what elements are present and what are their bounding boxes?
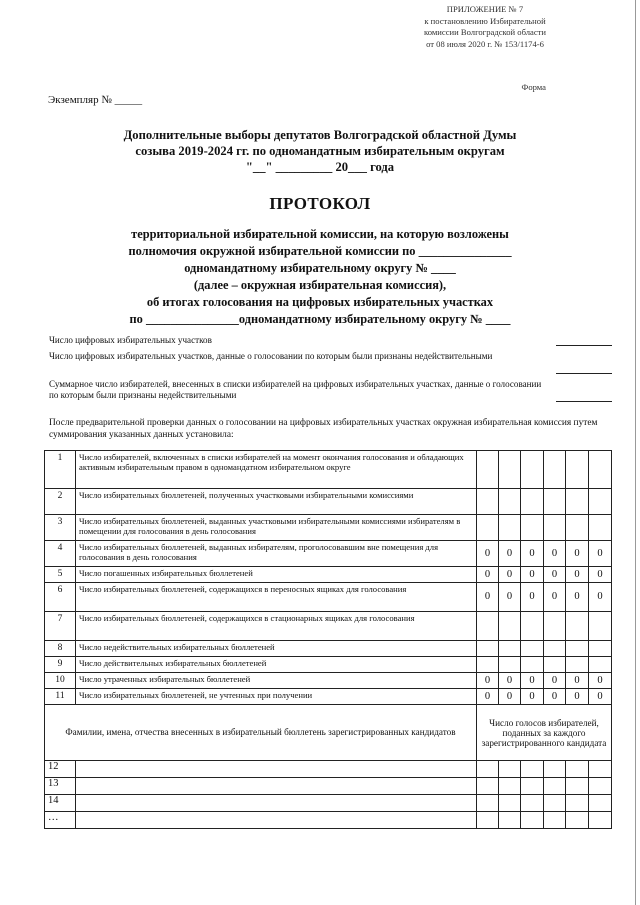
row-number: 10 xyxy=(45,673,76,689)
digit-cell[interactable]: 0 xyxy=(566,689,589,705)
candidate-vote-digit[interactable] xyxy=(544,778,566,795)
candidate-vote-digit[interactable] xyxy=(477,795,499,812)
protocol-row xyxy=(45,541,612,567)
info-precinct-count: Число цифровых избирательных участков xyxy=(49,335,212,345)
candidate-vote-digit[interactable] xyxy=(544,812,566,829)
heading-line: полномочия окружной избирательной комиссии по _______________ xyxy=(128,244,512,258)
candidate-vote-digit[interactable] xyxy=(499,795,521,812)
heading-line: одномандатному избирательному округу № ____ xyxy=(184,261,456,275)
candidate-vote-digit[interactable] xyxy=(566,812,589,829)
digit-cell[interactable]: 0 xyxy=(499,673,521,689)
digit-cell[interactable]: 0 xyxy=(566,583,589,612)
candidate-row-number: 12 xyxy=(45,761,76,778)
heading-line: "__" _________ 20___ года xyxy=(245,160,395,174)
digit-cell[interactable] xyxy=(477,489,499,515)
digit-cell[interactable] xyxy=(521,641,544,657)
row-description: Число утраченных избирательных бюллетеней xyxy=(76,673,477,689)
protocol-row xyxy=(45,451,612,489)
candidates-fio-header: Фамилии, имена, отчества внесенных в избирательный бюллетень зарегистрированных кандидатов xyxy=(45,705,477,761)
digit-cell[interactable] xyxy=(477,641,499,657)
digit-cell[interactable]: 0 xyxy=(589,567,612,583)
digit-cell[interactable]: 0 xyxy=(544,541,566,567)
digit-cell[interactable]: 0 xyxy=(566,567,589,583)
candidate-vote-digit[interactable] xyxy=(544,795,566,812)
candidate-vote-digit[interactable] xyxy=(521,795,544,812)
intro-text: После предварительной проверки данных о голосовании на цифровых избирательных участках окружная избирательная комиссия путем суммирования указанных данных установила: xyxy=(49,418,598,440)
heading-line: созыва 2019-2024 гг. по одномандатным избирательным округам xyxy=(135,144,505,158)
row-number: 11 xyxy=(45,689,76,705)
candidate-name-cell[interactable] xyxy=(76,778,477,795)
candidate-vote-digit[interactable] xyxy=(566,761,589,778)
digit-cell[interactable]: 0 xyxy=(499,567,521,583)
digit-cell[interactable] xyxy=(521,489,544,515)
candidate-vote-digit[interactable] xyxy=(499,778,521,795)
digit-cell[interactable] xyxy=(544,489,566,515)
digit-cell[interactable] xyxy=(544,657,566,673)
candidates-header-row xyxy=(45,705,612,761)
copy-number: Экземпляр № _____ xyxy=(48,94,143,106)
protocol-row xyxy=(45,657,612,673)
digit-cell[interactable]: 0 xyxy=(544,567,566,583)
row-description: Число погашенных избирательных бюллетеней xyxy=(76,567,477,583)
digit-cell[interactable]: 0 xyxy=(566,673,589,689)
row-number: 5 xyxy=(45,567,76,583)
row-number: 2 xyxy=(45,489,76,515)
digit-cell[interactable] xyxy=(477,515,499,541)
row-description: Число избирательных бюллетеней, содержащихся в стационарных ящиках для голосования xyxy=(76,612,477,641)
row-number: 8 xyxy=(45,641,76,657)
scan-edge-line xyxy=(635,0,636,905)
digit-cell[interactable] xyxy=(589,515,612,541)
digit-cell[interactable]: 0 xyxy=(544,689,566,705)
digit-cell[interactable]: 0 xyxy=(589,541,612,567)
row-description: Число избирательных бюллетеней, содержащихся в переносных ящиках для голосования xyxy=(76,583,477,612)
digit-cell[interactable]: 0 xyxy=(589,689,612,705)
digit-cell[interactable]: 0 xyxy=(521,567,544,583)
digit-cell[interactable]: 0 xyxy=(477,541,499,567)
digit-cell[interactable] xyxy=(589,612,612,641)
annex-block xyxy=(370,4,600,50)
protocol-row xyxy=(45,515,612,541)
digit-cell[interactable] xyxy=(499,612,521,641)
candidate-vote-digit[interactable] xyxy=(521,812,544,829)
candidate-row-number: … xyxy=(45,812,76,829)
row-number: 6 xyxy=(45,583,76,612)
digit-cell[interactable] xyxy=(589,657,612,673)
digit-cell[interactable] xyxy=(566,657,589,673)
candidate-vote-digit[interactable] xyxy=(544,761,566,778)
digit-cell[interactable] xyxy=(499,515,521,541)
candidate-vote-digit[interactable] xyxy=(589,778,612,795)
protocol-row xyxy=(45,583,612,612)
digit-cell[interactable]: 0 xyxy=(589,673,612,689)
row-number: 4 xyxy=(45,541,76,567)
digit-cell[interactable]: 0 xyxy=(499,583,521,612)
document-title: ПРОТОКОЛ xyxy=(269,194,371,213)
digit-cell[interactable] xyxy=(499,657,521,673)
heading-line: Дополнительные выборы депутатов Волгоградской областной Думы xyxy=(123,128,517,142)
digit-cell[interactable] xyxy=(566,489,589,515)
digit-cell[interactable]: 0 xyxy=(589,583,612,612)
digit-cell[interactable] xyxy=(521,451,544,489)
digit-cell[interactable] xyxy=(566,612,589,641)
digit-cell[interactable]: 0 xyxy=(544,583,566,612)
row-number: 3 xyxy=(45,515,76,541)
row-description: Число избирательных бюллетеней, не учтенных при получении xyxy=(76,689,477,705)
candidate-vote-digit[interactable] xyxy=(589,795,612,812)
candidate-vote-digit[interactable] xyxy=(521,761,544,778)
row-description: Число избирателей, включенных в списки избирателей на момент окончания голосования и обладающих активным избирательным правом в одномандатном избирательном округе xyxy=(76,451,477,489)
candidate-row xyxy=(45,761,612,778)
info-blank-line xyxy=(556,373,612,374)
protocol-row xyxy=(45,673,612,689)
row-number: 1 xyxy=(45,451,76,489)
digit-cell[interactable] xyxy=(477,451,499,489)
digit-cell[interactable] xyxy=(544,515,566,541)
digit-cell[interactable] xyxy=(499,489,521,515)
candidate-vote-digit[interactable] xyxy=(477,778,499,795)
candidate-vote-digit[interactable] xyxy=(589,761,612,778)
digit-cell[interactable] xyxy=(566,451,589,489)
digit-cell[interactable] xyxy=(544,451,566,489)
candidate-vote-digit[interactable] xyxy=(566,795,589,812)
digit-cell[interactable] xyxy=(477,612,499,641)
digit-cell[interactable] xyxy=(521,515,544,541)
commission-heading xyxy=(40,226,600,328)
row-number: 9 xyxy=(45,657,76,673)
candidate-vote-digit[interactable] xyxy=(477,812,499,829)
digit-cell[interactable]: 0 xyxy=(521,689,544,705)
digit-cell[interactable]: 0 xyxy=(477,567,499,583)
annex-line: к постановлению Избирательной xyxy=(424,15,546,26)
protocol-row xyxy=(45,489,612,515)
candidate-row-number: 14 xyxy=(45,795,76,812)
candidate-vote-digit[interactable] xyxy=(566,778,589,795)
digit-cell[interactable] xyxy=(521,657,544,673)
row-number: 7 xyxy=(45,612,76,641)
info-blank-line xyxy=(556,401,612,402)
candidate-row xyxy=(45,812,612,829)
election-heading xyxy=(40,127,600,175)
candidate-row xyxy=(45,795,612,812)
form-label: Форма xyxy=(521,82,546,92)
digit-cell[interactable] xyxy=(499,451,521,489)
row-description: Число избирательных бюллетеней, выданных избирателям, проголосовавшим вне помещения для голосования в день голосования xyxy=(76,541,477,567)
digit-cell[interactable]: 0 xyxy=(521,583,544,612)
heading-line: об итогах голосования на цифровых избирательных участках xyxy=(146,295,494,309)
candidate-vote-digit[interactable] xyxy=(499,812,521,829)
protocol-row xyxy=(45,612,612,641)
row-description: Число избирательных бюллетеней, выданных участковыми избирательными комиссиями избирателям в помещении для голосования в день голосования xyxy=(76,515,477,541)
digit-cell[interactable]: 0 xyxy=(477,689,499,705)
digit-cell[interactable] xyxy=(589,451,612,489)
protocol-row xyxy=(45,689,612,705)
heading-line: территориальной избирательной комиссии, на которую возложены xyxy=(131,227,509,241)
row-description: Число недействительных избирательных бюллетеней xyxy=(76,641,477,657)
digit-cell[interactable] xyxy=(521,612,544,641)
digit-cell[interactable]: 0 xyxy=(477,673,499,689)
digit-cell[interactable] xyxy=(544,612,566,641)
digit-cell[interactable] xyxy=(477,657,499,673)
candidate-row-number: 13 xyxy=(45,778,76,795)
candidates-votes-header: Число голосов избирателей, поданных за каждого зарегистрированного кандидата xyxy=(477,705,612,761)
digit-cell[interactable]: 0 xyxy=(521,673,544,689)
digit-cell[interactable]: 0 xyxy=(521,541,544,567)
digit-cell[interactable] xyxy=(499,641,521,657)
protocol-row xyxy=(45,567,612,583)
annex-line: комиссии Волгоградской области xyxy=(423,27,547,37)
annex-line: ПРИЛОЖЕНИЕ № 7 xyxy=(446,4,524,14)
candidate-name-cell[interactable] xyxy=(76,812,477,829)
digit-cell[interactable] xyxy=(589,641,612,657)
digit-cell[interactable]: 0 xyxy=(499,689,521,705)
row-description: Число действительных избирательных бюллетеней xyxy=(76,657,477,673)
digit-cell[interactable]: 0 xyxy=(544,673,566,689)
protocol-table xyxy=(44,450,612,829)
candidate-vote-digit[interactable] xyxy=(499,761,521,778)
digit-cell[interactable]: 0 xyxy=(477,583,499,612)
info-blank-line xyxy=(556,345,612,346)
candidate-row xyxy=(45,778,612,795)
candidate-vote-digit[interactable] xyxy=(521,778,544,795)
digit-cell[interactable]: 0 xyxy=(499,541,521,567)
digit-cell[interactable] xyxy=(589,489,612,515)
candidate-name-cell[interactable] xyxy=(76,795,477,812)
digit-cell[interactable]: 0 xyxy=(566,541,589,567)
digit-cell[interactable] xyxy=(566,515,589,541)
info-invalid-precincts: Число цифровых избирательных участков, данные о голосовании по которым были признаны недействительными xyxy=(49,351,493,361)
row-description: Число избирательных бюллетеней, полученных участковыми избирательными комиссиями xyxy=(76,489,477,515)
candidate-vote-digit[interactable] xyxy=(589,812,612,829)
annex-line: от 08 июля 2020 г. № 153/1174-6 xyxy=(426,38,544,49)
digit-cell[interactable] xyxy=(544,641,566,657)
heading-line: (далее – окружная избирательная комиссия), xyxy=(193,278,447,292)
candidate-vote-digit[interactable] xyxy=(477,761,499,778)
info-invalid-voters: Суммарное число избирателей, внесенных в списки избирателей на цифровых избирательных участках, данные о голосовании по которым были признаны недействительными xyxy=(49,379,542,400)
digit-cell[interactable] xyxy=(566,641,589,657)
candidate-name-cell[interactable] xyxy=(76,761,477,778)
heading-line: по _______________одномандатному избирательному округу № ____ xyxy=(129,312,511,326)
protocol-row xyxy=(45,641,612,657)
